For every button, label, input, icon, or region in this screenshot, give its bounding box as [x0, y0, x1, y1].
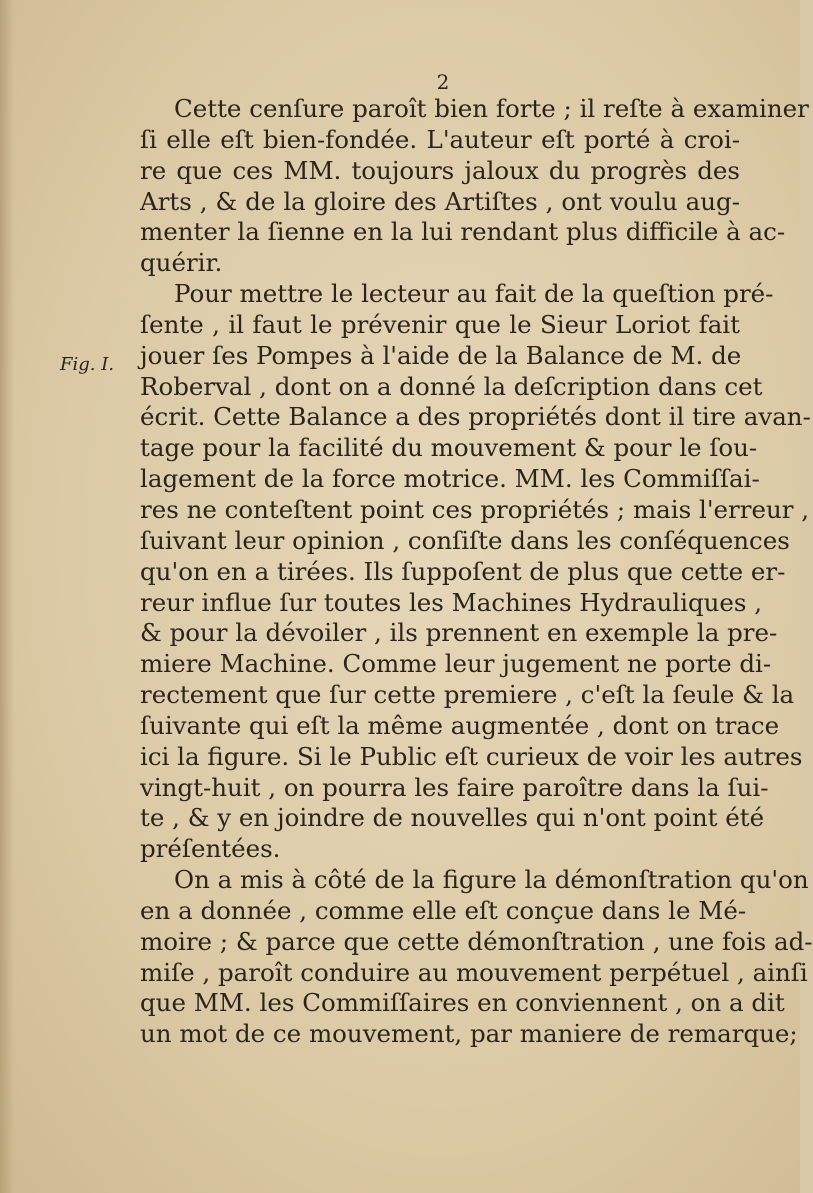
text-line: & pour la dévoiler , ils prennent en exemple la pre- — [140, 618, 778, 648]
page-edge-shadow — [0, 0, 14, 1193]
text-line: écrit. Cette Balance a des propriétés dont il tire avan- — [140, 402, 811, 432]
figure-reference-note: Fig. I. — [60, 354, 115, 375]
text-line: On a mis à côté de la figure la démonſtration qu'on — [174, 865, 809, 895]
text-line: miere Machine. Comme leur jugement ne porte di- — [140, 649, 772, 679]
text-line: menter la ſienne en la lui rendant plus difficile à ac- — [140, 217, 786, 247]
paragraph-2 — [140, 279, 811, 865]
text-line: Cette cenſure paroît bien forte ; il reſte à examiner — [174, 94, 809, 123]
text-line: moire ; & parce que cette démonſtration , une fois ad- — [140, 926, 813, 956]
text-line: qu'on en a tirées. Ils ſuppoſent de plus que cette er- — [140, 556, 786, 586]
paragraph-1 — [140, 94, 809, 279]
text-line: ſuivante qui eſt la même augmentée , dont on trace — [140, 710, 780, 740]
text-line: te , & y en joindre de nouvelles qui n'ont point été — [140, 803, 765, 833]
text-line: re que ces MM. toujours jaloux du progrès des — [140, 155, 740, 185]
text-line: vingt-huit , on pourra les faire paroître dans la ſui- — [140, 772, 769, 802]
text-line: reur influe ſur toutes les Machines Hydrauliques , — [140, 587, 763, 617]
text-line: ſuivant leur opinion , conſiſte dans les conſéquences — [140, 525, 790, 555]
text-line: miſe , paroît conduire au mouvement perpétuel , ainſi — [140, 957, 808, 987]
body-text — [140, 94, 813, 1050]
text-line: tage pour la facilité du mouvement & pour le ſou- — [140, 433, 758, 463]
text-line: ſi elle eſt bien-fondée. L'auteur eſt porté à croi- — [140, 124, 740, 154]
text-line: que MM. les Commiſſaires en conviennent , on a dit — [140, 988, 785, 1018]
text-line: préſentées. — [140, 834, 281, 864]
text-line: en a donnée , comme elle eſt conçue dans le Mé- — [140, 895, 747, 925]
text-line: quérir. — [140, 248, 223, 278]
paragraph-3 — [140, 865, 813, 1050]
text-line: ici la figure. Si le Public eſt curieux de voir les autres — [140, 741, 803, 771]
text-line: rectement que ſur cette premiere , c'eſt la ſeule & la — [140, 680, 795, 710]
text-line: res ne conteſtent point ces propriétés ; mais l'erreur , — [140, 494, 810, 524]
text-line: ſente , il faut le prévenir que le Sieur Loriot fait — [140, 309, 740, 339]
text-line: Roberval , dont on a donné la deſcription dans cet — [140, 371, 763, 401]
text-line: Arts , & de la gloire des Artiſtes , ont voulu aug- — [140, 186, 740, 216]
text-line: lagement de la force motrice. MM. les Commiſſai- — [140, 464, 760, 494]
text-line: un mot de ce mouvement, par maniere de remarque; — [140, 1019, 798, 1049]
page-number: 2 — [436, 70, 450, 94]
text-line: jouer ſes Pompes à l'aide de la Balance de M. de — [140, 340, 742, 370]
text-line: Pour mettre le lecteur au fait de la queſtion pré- — [174, 279, 774, 309]
